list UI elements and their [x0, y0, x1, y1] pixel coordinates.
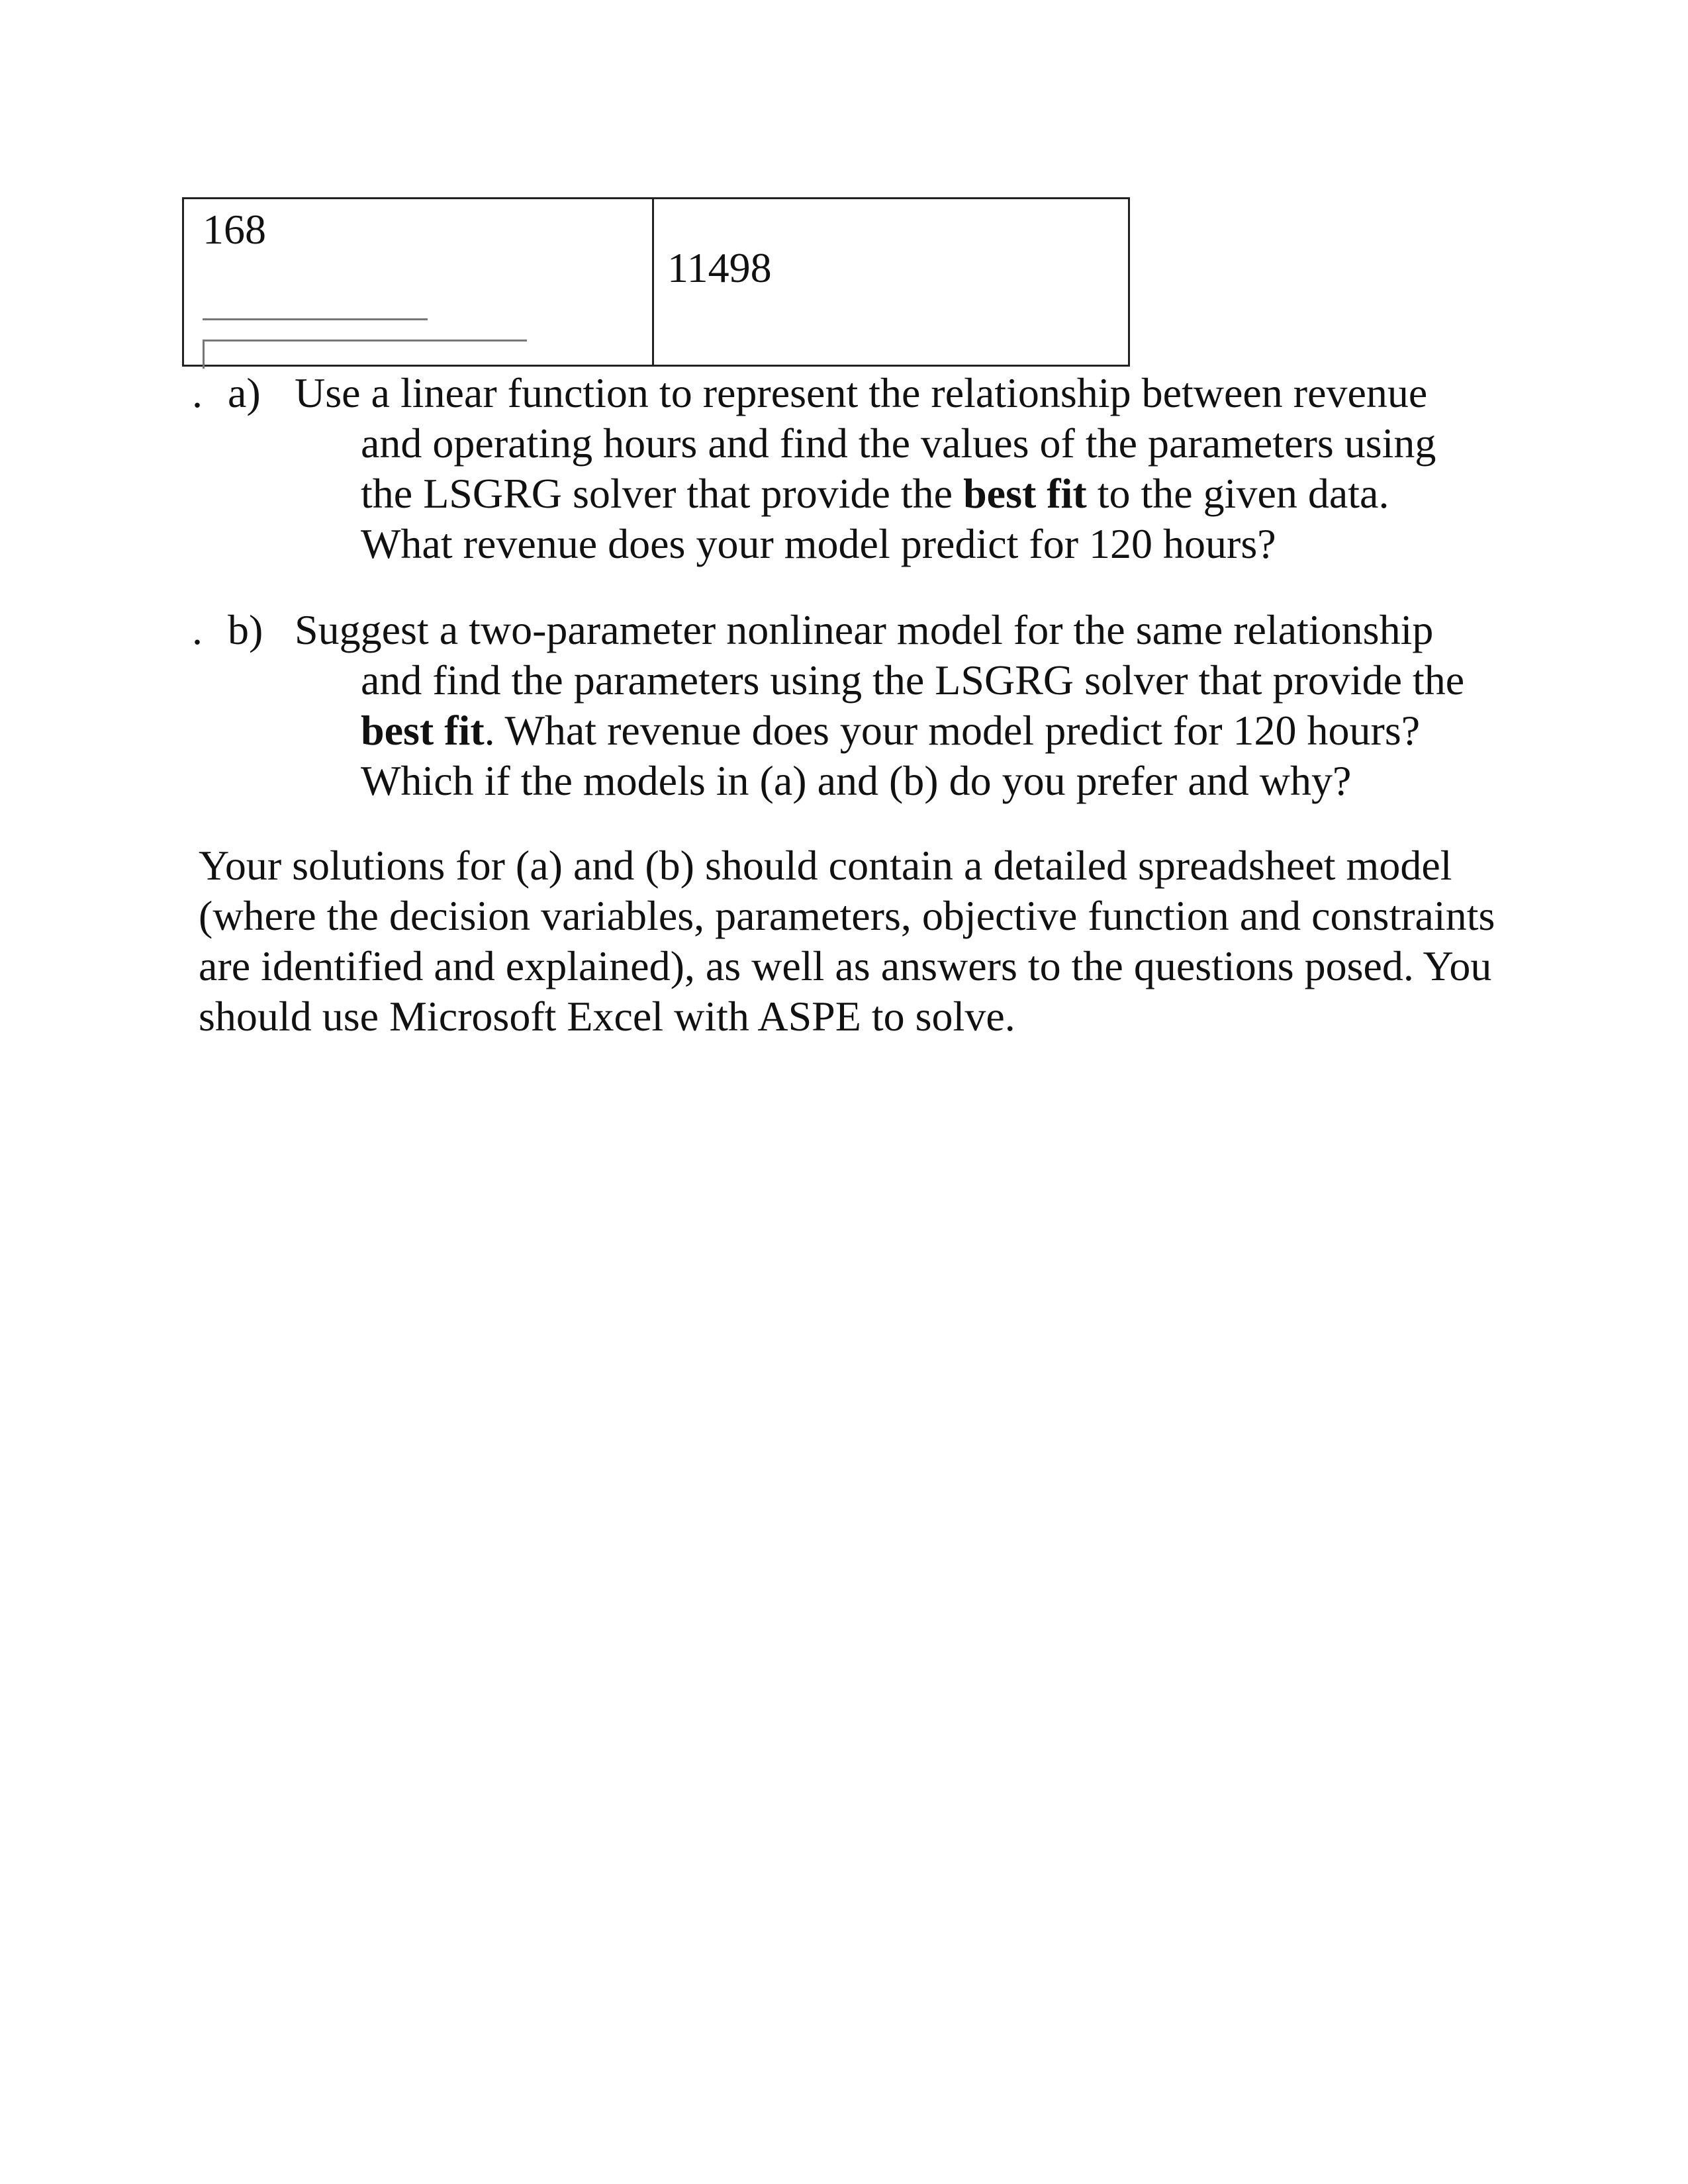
data-table [182, 197, 1130, 367]
closing-paragraph: Your solutions for (a) and (b) should contain a detailed spreadsheet model (where the decision variables, parameters, objective function and constraints are identified and explained), as well as answers to the questions posed. You should use Microsoft Excel with ASPE to solve. [199, 842, 1495, 1040]
question-b-text-after: . What revenue does your model predict for 120 hours? Which if the models in (a) and (b) do you prefer and why? [361, 707, 1421, 804]
question-b-emphasis: best fit [361, 707, 485, 754]
hours-value: 168 [203, 206, 266, 253]
question-b [192, 605, 1489, 806]
table-cell-revenue [654, 199, 1128, 365]
question-a [192, 368, 1489, 569]
field-remnant [203, 340, 527, 369]
question-a-emphasis: best fit [963, 470, 1087, 517]
question-a-text-after: to the given data. What revenue does your model predict for 120 hours? [361, 470, 1389, 567]
question-b-bullet: . [192, 606, 203, 653]
revenue-value: 11498 [667, 244, 772, 291]
table-cell-hours [184, 199, 654, 365]
question-a-text [295, 368, 1489, 569]
question-a-bullet: . [192, 369, 203, 416]
underline-mark [203, 318, 428, 320]
question-a-marker: a) [228, 369, 261, 416]
question-b-marker: b) [228, 606, 263, 653]
question-a-text-before: Use a linear function to represent the relationship between revenue and operating hours and find the values of the parameters using the LSGRG solver that provide the [295, 369, 1436, 517]
question-b-text [295, 605, 1489, 806]
question-b-text-before: Suggest a two-parameter nonlinear model for the same relationship and find the parameters using the LSGRG solver that provide the [295, 606, 1465, 704]
